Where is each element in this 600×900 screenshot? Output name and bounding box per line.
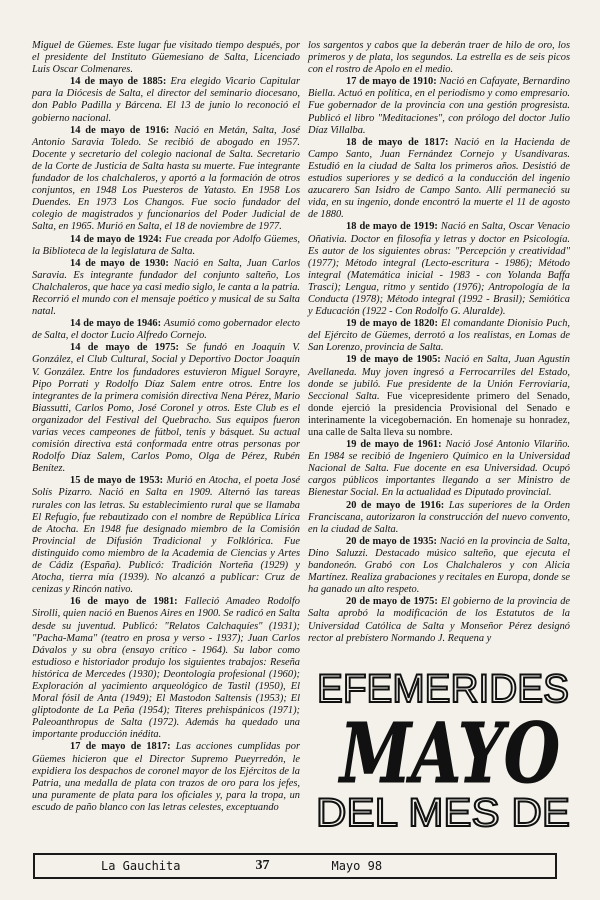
efemeride-entry [308, 40, 570, 76]
efemeride-entry [308, 354, 570, 439]
entry-text: Nació en la Hacienda de Campo Santo, Juan Fernández Cornejo y Usandivaras. Estudió en la ciudad de Salta los primeros años. Desistió de estudios superiores y se dedicó a la conducción del ingenio azucarero San Isidro de Campo Santo. Allí permaneció su vida, en su ingenio, donde encontró la muerte el 11 de agosto de 1880. [308, 136, 570, 221]
entry-text: Nació en Cafayate, Bernardino Biella. Actuó en política, en el periodismo y como empresario. Fue gobernador de la provincia con una gestión progresista. Publicó el libro "Meditaciones", con prólogo del doctor Julio Díaz Villalba. [308, 76, 570, 136]
entry-text: Murió en Atocha, el poeta José Solís Pizarro. Nació en Salta en 1909. Alternó las tareas rurales con las letras. Su establecimiento rural que se llamaba El Refugio, fue rebautizado con el nombre de República Lírica de Atocha. En 1948 fue designado miembro de la Comisión Provincial de Difusión Tradicional y Folklórica. Fue distinguido como miembro de la Academia de Ciencias y Artes de Cádiz (España). Publicó: Tradición Norteña (1929) y Atocha, tierra mía (1939). No alcanzó a publicar: Cruz de cenizas y Rincón nativo. [32, 475, 300, 596]
publication-name: La Gauchita [101, 859, 181, 873]
efemeride-entry [308, 221, 570, 318]
entry-text-upright: Fue vicepresidente primero del Senado, donde ejerció la presidencia Provisional del Senado e interinamente la vicegobernación. En homenaje su honradez, una calle de Salta lleva su nombre. [308, 390, 570, 438]
banner-line1: EFEMERIDES [317, 667, 569, 711]
entry-date: 15 de mayo de 1953: [70, 475, 164, 487]
banner-line2: MAYO [337, 706, 560, 802]
efemeride-entry [32, 40, 300, 76]
right-column [308, 40, 570, 690]
entry-date: 20 de mayo de 1975: [346, 596, 438, 608]
entry-text: los sargentos y cabos que la deberán traer de hilo de oro, los primeros y de plata, los segundos. La estrella es de seis picos con el rostro de Apolo en el medio. [308, 40, 570, 76]
efemeride-entry [32, 596, 300, 741]
issue-date: Mayo 98 [331, 859, 383, 873]
entry-date: 18 de mayo de 1817: [346, 136, 449, 148]
efemeride-entry [32, 125, 300, 234]
page-footer [33, 853, 557, 879]
efemeride-entry [32, 342, 300, 475]
entry-date: 14 de mayo de 1975: [70, 342, 179, 354]
efemeride-entry [32, 258, 300, 318]
entry-text: Nació en Metán, Salta, José Antonio Saravia Toledo. Se recibió de abogado en 1957. Docente y secretario del colegio nacional de Salta. Secretario de la Corte de Justicia de Salta hasta su muerte. Fue integrante fundador de los chalchaleros, y aportó a la formación de otros conjuntos, en 1948 Los Puesteros de Yatasto. En 1958 Los Duendes. En 1973 Los Changos. Fue socio fundador del colegio de magistrados y funcionarios del Poder Judicial de Salta, en 1965. Murió en Salta, el 18 de noviembre de 1977. [32, 124, 300, 233]
entry-date: 16 de mayo de 1981: [70, 596, 178, 608]
efemeride-entry [308, 500, 570, 536]
entry-text: Se fundó en Joaquín V. González, el Club Cultural, Social y Deportivo Doctor Joaquín V. González. Entre los fundadores estuvieron Miguel Sorayre, Pipo Porrati y Rodolfo Díaz Salem entre otros. Entre los integrantes de la primera comisión directiva Nena Pérez, Mario Biassutti, Carlos Pomo, José Coronel y otros. Este Club es el organizador del Festival del Quebracho. Sus equipos fueron varias veces campeones de fútbol, tenis y básquet. Su actual comisión directiva está conformada entre otras personas por Rodolfo Díaz Salem, Carlos Pomo, Olga de Pérez, Rubén Benítez. [32, 342, 301, 475]
banner-line3: DEL MES DE [316, 791, 570, 835]
efemeride-entry [308, 137, 570, 222]
entry-text: Nació José Antonio Vilariño. En 1984 se recibió de Ingeniero Químico en la Universidad Nacional de Salta. Fue docente en esa Universidad. Ocupó cargos públicos importantes llegando a ser Ministro de Bienestar Social. En la actualidad es Diputado provincial. [308, 439, 570, 499]
efemeride-entry [308, 318, 570, 354]
efemeride-entry [32, 475, 300, 596]
entry-text: Las acciones cumplidas por Güemes hicieron que el Director Supremo Pueyrredón, le expidiera los despachos de coronel mayor de los Ejércitos de la Patria, una medalla de plata con trazos de oro para los jefes, una puramente de plata para los oficiales y, para la tropa, un escudo de paño blanco con las letras celestes, exceptuando [32, 741, 300, 813]
entry-date: 14 de mayo de 1885: [70, 76, 167, 88]
page-number: 37 [255, 858, 270, 873]
entry-date: 14 de mayo de 1930: [70, 257, 169, 269]
left-column [32, 40, 300, 852]
efemeride-entry [32, 76, 300, 124]
entry-date: 18 de mayo de 1919: [346, 221, 438, 233]
entry-text: Falleció Amadeo Rodolfo Sirolli, quien nació en Buenos Aires en 1900. Se radicó en Salta desde su juventud. Publicó: "Relatos Calchaquíes" (1931); "Pacha-Mama" (teatro en prosa y verso - 1937); Juan Carlos Dávalos y su obra (ensayo crítico - 1964). Su labor como estudioso e historiador produjo los siguientes trabajos: Reseña histórica de Mercedes (1930); Deontología profesional (1960); Exploración al yacimiento arqueológico de Tastil (1950), El Moral fósil de Anta (1949); El Mastodon Saltensis (1953); El gliptodonte de La Peña (1954); Titeres prehispánicos (1971); Paleoanthropus de Salta (1972). Además ha quedado una importante producción inédita. [32, 596, 300, 741]
entry-date: 14 de mayo de 1946: [70, 318, 162, 330]
entry-date: 20 de mayo de 1935: [346, 535, 438, 547]
efemeride-entry [308, 596, 570, 644]
entry-date: 14 de mayo de 1916: [70, 124, 170, 136]
entry-text: El comandante Dionisio Puch, del Ejército de Güemes, derrotó a los realistas, en Lomas de San Lorenzo, provincia de Salta. [308, 318, 570, 354]
efemeride-entry [32, 234, 300, 258]
entry-text: Nació en la provincia de Salta, Dino Saluzzi. Destacado músico salteño, que ejecuta el bandoneón. Grabó con Los Chalchaleros y con Alicia Martínez. Realiza grabaciones y recitales en Europa, donde se ha ganado un alto respeto. [308, 535, 570, 596]
entry-date: 20 de mayo de 1916: [346, 499, 445, 511]
entry-text: Las superiores de la Orden Franciscana, autorizaron la construcción del nuevo convento, en la ciudad de Salta. [308, 499, 571, 535]
efemeride-entry [32, 741, 300, 814]
entry-date: 19 de mayo de 1820: [346, 318, 438, 330]
efemeride-entry [308, 76, 570, 136]
entry-text: El gobierno de la provincia de Salta aprobó la modificación de los Estatutos de la Universidad Católica de Salta y Monseñor Pérez designó rector al prebístero Normando J. Requena y [308, 596, 570, 644]
entry-text: Nació en Salta, Juan Carlos Saravia. Es integrante fundador del conjunto salteño, Los Chalchaleros, que hace ya casi medio siglo, le canta a la patria. Recorrió el mundo con el mensaje poético y musical de su Salta natal. [32, 257, 301, 318]
efemerides-banner [312, 662, 574, 842]
entry-text: Miguel de Güemes. Este lugar fue visitado tiempo después, por el presidente del Instituto Güemesiano de Salta, Licenciado Luis Oscar Colmenares. [32, 40, 300, 76]
entry-date: 19 de mayo de 1961: [346, 439, 442, 451]
entry-text: Asumió como gobernador electo de Salta, el doctor Lucio Alfredo Cornejo. [32, 318, 300, 342]
entry-text: Fue creada por Adolfo Güemes, la Biblioteca de la legislatura de Salta. [32, 233, 300, 257]
efemeride-entry [32, 318, 300, 342]
entry-text: Nació en Salta, Oscar Venacio Oñativia. Doctor en filosofía y letras y doctor en Psicología. Es autor de los siguientes obras: "Percepción y creatividad" (1977); Método integral (Lecto-escritura - 1986); Método integral (Matemática inicial - 1983 - con Yolanda Baffa Trasci); Lengua, ritmo y sentido (1976); Antropología de la Conducta (1978); Método integral (1992 - Brasil); Semiótica y Educación (1922 - Con Rodolfo G. Aluralde). [308, 221, 570, 318]
entry-text: Era elegido Vicario Capitular para la Diócesis de Salta, el director del seminario diocesano, don Pablo Padilla y Bárcena. El 13 de junio lo reconoció el gobierno nacional. [32, 76, 300, 124]
entry-date: 19 de mayo de 1905: [346, 354, 441, 366]
entry-date: 17 de mayo de 1817: [70, 741, 171, 753]
efemeride-entry [308, 536, 570, 596]
banner-art [312, 662, 574, 842]
efemeride-entry [308, 439, 570, 499]
entry-date: 14 de mayo de 1924: [70, 233, 162, 245]
entry-text: Nació en Salta, Juan Agustín Avellaneda. Muy joven ingresó a Ferrocarriles del Estado, donde se jubiló. Fue presidente de la Unión Ferroviaria, Seccional Salta. [308, 354, 570, 402]
entry-date: 17 de mayo de 1910: [346, 76, 437, 88]
